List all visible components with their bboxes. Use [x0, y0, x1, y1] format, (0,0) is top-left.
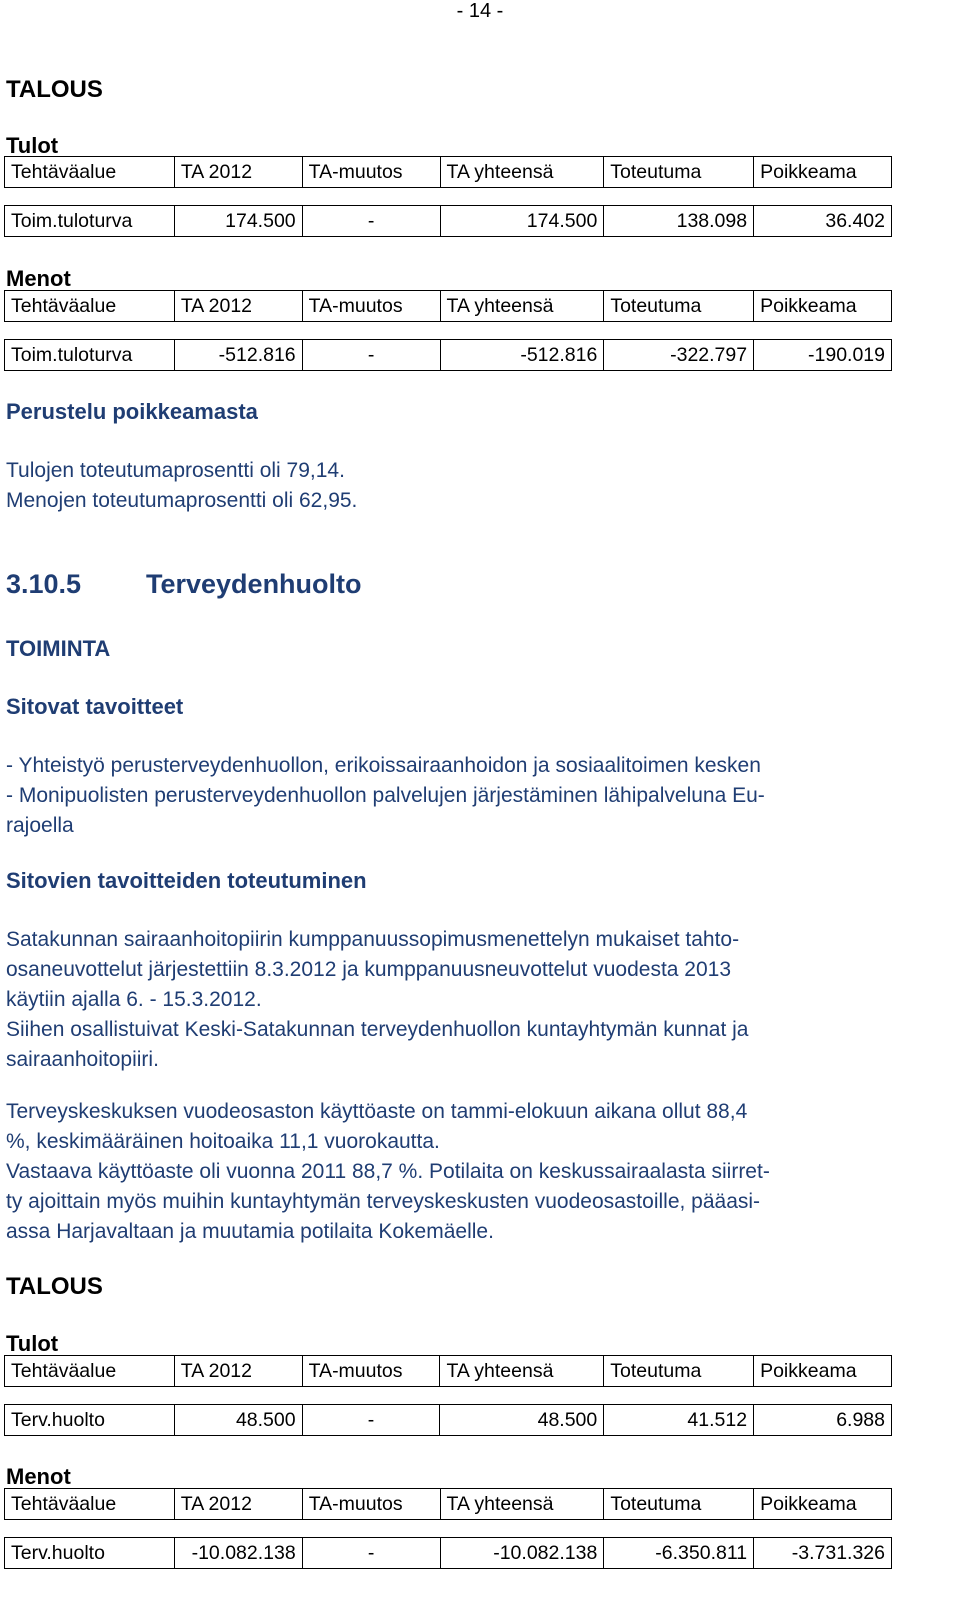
table-row	[5, 1405, 892, 1436]
header-cell: Tehtäväalue	[5, 291, 175, 322]
text-line: %, keskimääräinen hoitoaika 11,1 vuorokautta.	[6, 1130, 440, 1153]
table-cell: Terv.huolto	[5, 1538, 175, 1569]
header-cell: Toteutuma	[604, 291, 754, 322]
header-cell: TA-muutos	[302, 157, 440, 188]
table-cell: 174.500	[174, 206, 302, 237]
header-cell: TA-muutos	[302, 1356, 440, 1387]
table-cell: 41.512	[604, 1405, 754, 1436]
header-cell: TA yhteensä	[440, 1356, 604, 1387]
table-cell: -190.019	[754, 340, 892, 371]
table-row	[5, 340, 892, 371]
header-cell: TA-muutos	[302, 1489, 440, 1520]
header-cell: TA 2012	[174, 291, 302, 322]
realization-paragraph-1	[6, 925, 748, 1075]
expenses-table-2	[4, 1488, 892, 1569]
section-title-talous: TALOUS	[6, 76, 103, 103]
table-cell: -512.816	[440, 340, 604, 371]
table-header-row	[5, 291, 892, 322]
table-cell: Toim.tuloturva	[5, 206, 175, 237]
expenses-heading: Menot	[6, 266, 71, 291]
table-cell: -10.082.138	[440, 1538, 604, 1569]
text-line: sairaanhoitopiiri.	[6, 1048, 159, 1071]
chapter-title: Terveydenhuolto	[146, 569, 362, 599]
page-number: - 14 -	[456, 0, 504, 22]
table-cell: -322.797	[604, 340, 754, 371]
header-cell: TA-muutos	[302, 291, 440, 322]
income-table-2	[4, 1355, 892, 1436]
text-line: ty ajoittain myös muihin kuntayhtymän terveyskeskusten vuodeosastoille, pääasi-	[6, 1190, 761, 1213]
realization-heading: Sitovien tavoitteiden toteutuminen	[6, 868, 367, 893]
header-cell: Poikkeama	[754, 1356, 892, 1387]
header-cell: Toteutuma	[604, 1356, 754, 1387]
table-cell: -	[302, 206, 440, 237]
goals-text	[6, 751, 765, 841]
table-cell: -	[302, 1405, 440, 1436]
text-line: - Yhteistyö perusterveydenhuollon, erikoissairaanhoidon ja sosiaalitoimen kesken	[6, 754, 761, 777]
text-line: käytiin ajalla 6. - 15.3.2012.	[6, 988, 262, 1011]
table-cell: -3.731.326	[754, 1538, 892, 1569]
header-cell: TA yhteensä	[440, 291, 604, 322]
table-cell: 138.098	[604, 206, 754, 237]
text-line: Menojen toteutumaprosentti oli 62,95.	[6, 489, 358, 512]
header-cell: Poikkeama	[754, 291, 892, 322]
text-line: Tulojen toteutumaprosentti oli 79,14.	[6, 459, 345, 482]
justification-text	[6, 456, 357, 516]
text-line: assa Harjavaltaan ja muutamia potilaita Kokemäelle.	[6, 1220, 494, 1243]
table-row	[5, 206, 892, 237]
table-header-row	[5, 1489, 892, 1520]
header-cell: Poikkeama	[754, 157, 892, 188]
expenses-heading-2: Menot	[6, 1464, 71, 1489]
header-cell: Poikkeama	[754, 1489, 892, 1520]
header-cell: Tehtäväalue	[5, 1356, 175, 1387]
table-header-row	[5, 157, 892, 188]
table-cell: -6.350.811	[604, 1538, 754, 1569]
table-cell: -	[302, 1538, 440, 1569]
header-cell: TA yhteensä	[440, 1489, 604, 1520]
table-cell: -512.816	[174, 340, 302, 371]
income-heading: Tulot	[6, 133, 59, 158]
text-line: Siihen osallistuivat Keski-Satakunnan terveydenhuollon kuntayhtymän kunnat ja	[6, 1018, 749, 1041]
text-line: rajoella	[6, 814, 74, 837]
realization-paragraph-2	[6, 1097, 770, 1247]
table-cell: 48.500	[440, 1405, 604, 1436]
header-cell: TA yhteensä	[440, 157, 604, 188]
text-line: Satakunnan sairaanhoitopiirin kumppanuussopimusmenettelyn mukaiset tahto-	[6, 928, 740, 951]
income-table	[4, 156, 892, 237]
section-title-talous-2: TALOUS	[6, 1273, 103, 1300]
goals-heading: Sitovat tavoitteet	[6, 694, 184, 719]
text-line: - Monipuolisten perusterveydenhuollon palvelujen järjestäminen lähipalveluna Eu-	[6, 784, 765, 807]
table-cell: 36.402	[754, 206, 892, 237]
table-cell: -10.082.138	[174, 1538, 302, 1569]
table-cell: -	[302, 340, 440, 371]
header-cell: Toteutuma	[604, 157, 754, 188]
expenses-table	[4, 290, 892, 371]
header-cell: TA 2012	[174, 1356, 302, 1387]
table-cell: 6.988	[754, 1405, 892, 1436]
header-cell: TA 2012	[174, 1489, 302, 1520]
table-cell: Terv.huolto	[5, 1405, 175, 1436]
toiminta-heading: TOIMINTA	[6, 636, 111, 661]
text-line: Vastaava käyttöaste oli vuonna 2011 88,7 %. Potilaita on keskussairaalasta siirret-	[6, 1160, 770, 1183]
justification-heading: Perustelu poikkeamasta	[6, 399, 258, 424]
table-row	[5, 1538, 892, 1569]
table-cell: 174.500	[440, 206, 604, 237]
header-cell: Tehtäväalue	[5, 1489, 175, 1520]
table-cell: 48.500	[174, 1405, 302, 1436]
text-line: osaneuvottelut järjestettiin 8.3.2012 ja kumppanuusneuvottelut vuodesta 2013	[6, 958, 732, 981]
header-cell: Tehtäväalue	[5, 157, 175, 188]
text-line: Terveyskeskuksen vuodeosaston käyttöaste on tammi-elokuun aikana ollut 88,4	[6, 1100, 748, 1123]
table-header-row	[5, 1356, 892, 1387]
table-cell: Toim.tuloturva	[5, 340, 175, 371]
header-cell: TA 2012	[174, 157, 302, 188]
chapter-number: 3.10.5	[6, 569, 82, 599]
income-heading-2: Tulot	[6, 1331, 59, 1356]
header-cell: Toteutuma	[604, 1489, 754, 1520]
